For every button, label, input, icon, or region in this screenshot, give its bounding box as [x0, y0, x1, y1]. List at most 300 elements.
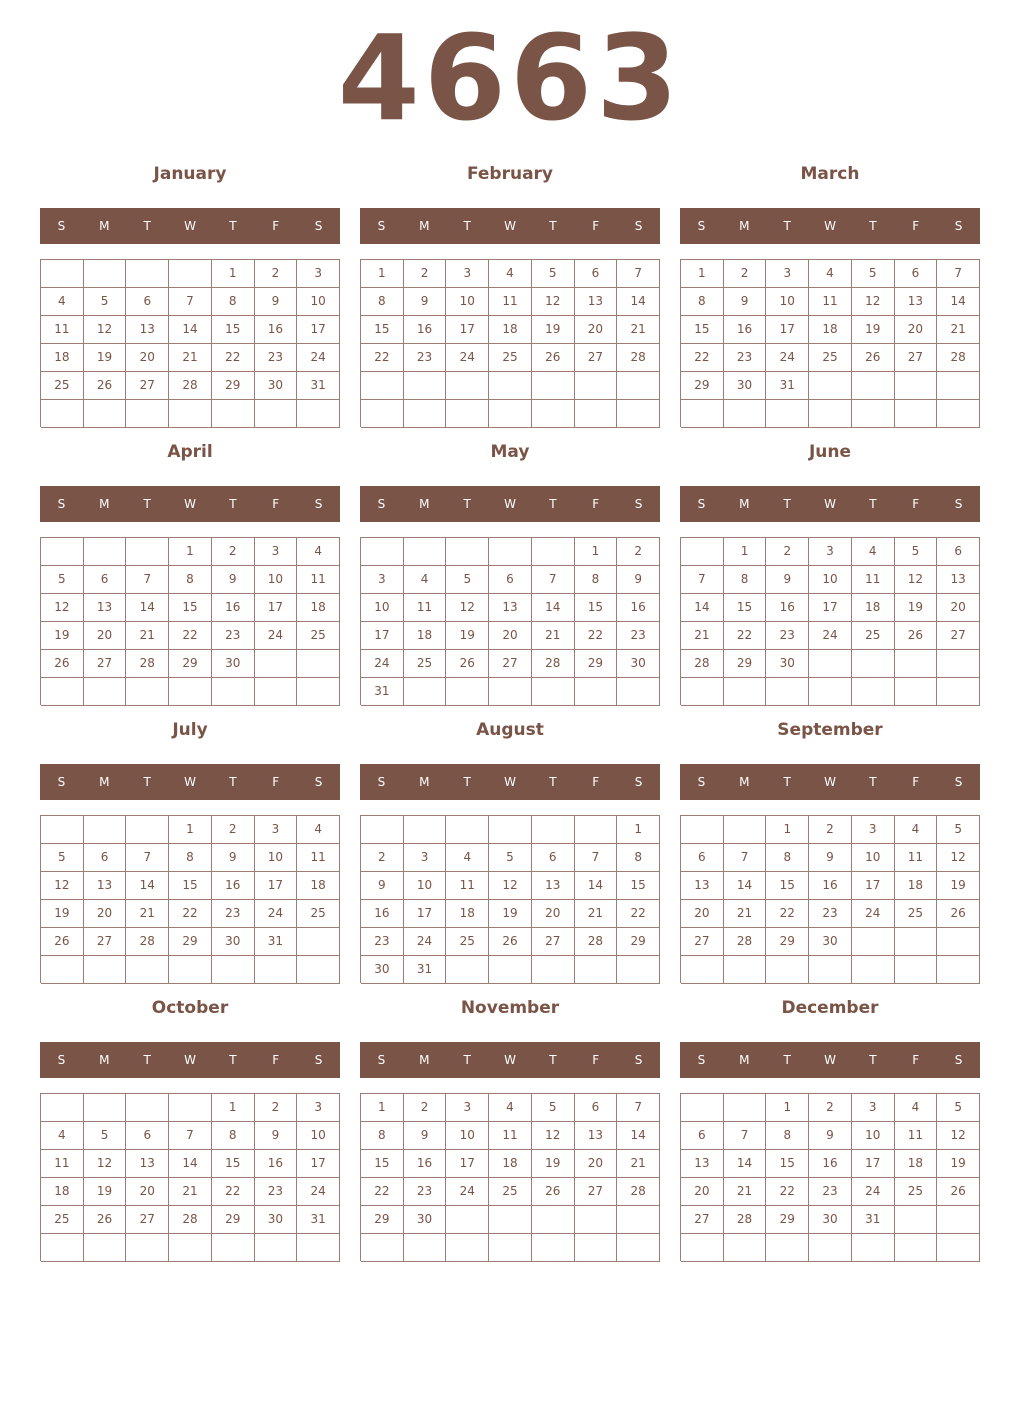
weekday-label: T [783, 219, 791, 233]
day-cell: 16 [724, 316, 767, 344]
day-cell: 9 [766, 566, 809, 594]
day-cell: 22 [212, 344, 255, 372]
day-cell: 12 [532, 1122, 575, 1150]
day-cell: 27 [681, 928, 724, 956]
empty-cell [126, 1234, 169, 1262]
day-cell: 30 [255, 1206, 298, 1234]
empty-cell [532, 538, 575, 566]
weekday-label: S [314, 219, 323, 233]
day-cell: 14 [724, 872, 767, 900]
day-cell: 1 [169, 816, 212, 844]
weekday-label: S [377, 1053, 386, 1067]
empty-cell [895, 1234, 938, 1262]
day-cell: 8 [361, 1122, 404, 1150]
day-cell: 15 [766, 872, 809, 900]
weekday-label: W [504, 775, 516, 789]
day-cell: 25 [297, 900, 340, 928]
empty-cell [852, 650, 895, 678]
day-cell: 20 [84, 900, 127, 928]
day-cell: 11 [446, 872, 489, 900]
day-cell: 31 [255, 928, 298, 956]
day-cell: 20 [575, 316, 618, 344]
day-cell: 15 [169, 872, 212, 900]
empty-cell [489, 400, 532, 428]
empty-cell [212, 400, 255, 428]
day-cell: 8 [766, 844, 809, 872]
day-cell: 30 [766, 650, 809, 678]
weekday-label: M [99, 775, 110, 789]
weekday-label: M [99, 219, 110, 233]
day-cell: 13 [895, 288, 938, 316]
day-cell: 17 [361, 622, 404, 650]
day-cell: 25 [895, 900, 938, 928]
day-cell: 18 [809, 316, 852, 344]
empty-cell [361, 816, 404, 844]
day-cell: 4 [41, 1122, 84, 1150]
day-cell: 28 [169, 372, 212, 400]
empty-cell [937, 956, 980, 984]
day-cell: 5 [532, 1094, 575, 1122]
day-cell: 5 [532, 260, 575, 288]
day-cell: 20 [126, 1178, 169, 1206]
empty-cell [84, 1234, 127, 1262]
day-cell: 4 [446, 844, 489, 872]
empty-cell [895, 1206, 938, 1234]
empty-cell [681, 1094, 724, 1122]
weekday-label: M [419, 775, 430, 789]
weekday-label: S [697, 775, 706, 789]
empty-cell [766, 400, 809, 428]
day-grid [680, 1093, 980, 1261]
day-cell: 16 [404, 316, 447, 344]
empty-cell [169, 678, 212, 706]
day-cell: 4 [489, 260, 532, 288]
day-cell: 24 [255, 622, 298, 650]
weekday-label: T [869, 219, 877, 233]
day-cell: 22 [681, 344, 724, 372]
day-cell: 29 [724, 650, 767, 678]
day-grid [680, 259, 980, 427]
weekday-label: S [954, 1053, 963, 1067]
day-cell: 1 [681, 260, 724, 288]
weekday-label: T [549, 775, 557, 789]
weekday-label: F [912, 219, 920, 233]
empty-cell [724, 678, 767, 706]
day-cell: 13 [575, 288, 618, 316]
year-title: 4663 [337, 9, 683, 147]
day-cell: 6 [84, 844, 127, 872]
empty-cell [937, 1234, 980, 1262]
day-cell: 9 [404, 1122, 447, 1150]
empty-cell [617, 1234, 660, 1262]
empty-cell [446, 956, 489, 984]
empty-cell [766, 1234, 809, 1262]
weekday-label: W [824, 219, 836, 233]
empty-cell [446, 400, 489, 428]
empty-cell [84, 260, 127, 288]
day-cell: 19 [532, 316, 575, 344]
weekday-header [680, 764, 980, 800]
empty-cell [297, 1234, 340, 1262]
weekday-label: W [184, 1053, 196, 1067]
day-cell: 27 [532, 928, 575, 956]
empty-cell [575, 1234, 618, 1262]
day-cell: 26 [84, 372, 127, 400]
day-cell: 24 [766, 344, 809, 372]
empty-cell [575, 816, 618, 844]
day-cell: 4 [809, 260, 852, 288]
weekday-label: T [549, 219, 557, 233]
day-cell: 29 [681, 372, 724, 400]
day-cell: 4 [895, 1094, 938, 1122]
weekday-label: W [504, 219, 516, 233]
day-cell: 27 [895, 344, 938, 372]
day-cell: 7 [724, 844, 767, 872]
day-cell: 29 [169, 928, 212, 956]
day-cell: 20 [681, 1178, 724, 1206]
day-grid [360, 815, 660, 983]
day-cell: 10 [446, 288, 489, 316]
day-cell: 15 [681, 316, 724, 344]
day-cell: 10 [852, 1122, 895, 1150]
empty-cell [681, 956, 724, 984]
day-cell: 26 [895, 622, 938, 650]
day-cell: 11 [895, 1122, 938, 1150]
day-cell: 30 [212, 650, 255, 678]
day-cell: 8 [724, 566, 767, 594]
day-cell: 15 [169, 594, 212, 622]
empty-cell [724, 816, 767, 844]
day-cell: 5 [937, 1094, 980, 1122]
day-cell: 12 [937, 844, 980, 872]
day-cell: 3 [852, 1094, 895, 1122]
day-cell: 19 [895, 594, 938, 622]
day-cell: 23 [255, 344, 298, 372]
empty-cell [532, 956, 575, 984]
empty-cell [809, 372, 852, 400]
day-cell: 23 [255, 1178, 298, 1206]
day-cell: 13 [84, 872, 127, 900]
empty-cell [446, 1206, 489, 1234]
day-cell: 4 [852, 538, 895, 566]
day-cell: 5 [852, 260, 895, 288]
empty-cell [489, 1206, 532, 1234]
day-cell: 11 [297, 844, 340, 872]
empty-cell [297, 956, 340, 984]
day-cell: 23 [809, 1178, 852, 1206]
day-grid [680, 815, 980, 983]
day-cell: 30 [404, 1206, 447, 1234]
empty-cell [617, 400, 660, 428]
day-cell: 5 [489, 844, 532, 872]
empty-cell [212, 1234, 255, 1262]
day-cell: 10 [766, 288, 809, 316]
day-cell: 21 [617, 316, 660, 344]
day-cell: 17 [852, 872, 895, 900]
day-cell: 20 [489, 622, 532, 650]
day-cell: 9 [212, 566, 255, 594]
empty-cell [255, 956, 298, 984]
day-cell: 12 [937, 1122, 980, 1150]
day-cell: 13 [681, 1150, 724, 1178]
empty-cell [852, 372, 895, 400]
weekday-label: T [229, 775, 237, 789]
day-cell: 2 [404, 260, 447, 288]
day-cell: 27 [126, 1206, 169, 1234]
day-cell: 7 [937, 260, 980, 288]
day-cell: 15 [361, 316, 404, 344]
day-cell: 25 [41, 1206, 84, 1234]
weekday-label: S [954, 497, 963, 511]
weekday-label: T [463, 775, 471, 789]
day-cell: 10 [255, 566, 298, 594]
weekday-label: F [592, 1053, 600, 1067]
weekday-label: M [99, 1053, 110, 1067]
weekday-label: F [272, 219, 280, 233]
day-cell: 11 [852, 566, 895, 594]
empty-cell [169, 400, 212, 428]
empty-cell [895, 928, 938, 956]
day-cell: 16 [361, 900, 404, 928]
day-cell: 7 [681, 566, 724, 594]
day-cell: 16 [255, 316, 298, 344]
day-cell: 25 [489, 1178, 532, 1206]
day-cell: 2 [255, 260, 298, 288]
day-cell: 4 [41, 288, 84, 316]
day-cell: 27 [681, 1206, 724, 1234]
day-cell: 24 [446, 1178, 489, 1206]
empty-cell [532, 400, 575, 428]
day-cell: 30 [255, 372, 298, 400]
weekday-label: W [184, 219, 196, 233]
day-cell: 8 [575, 566, 618, 594]
empty-cell [84, 400, 127, 428]
empty-cell [766, 956, 809, 984]
weekday-header [360, 486, 660, 522]
day-cell: 15 [766, 1150, 809, 1178]
day-cell: 25 [895, 1178, 938, 1206]
empty-cell [575, 400, 618, 428]
day-cell: 31 [297, 372, 340, 400]
day-cell: 8 [617, 844, 660, 872]
empty-cell [681, 538, 724, 566]
empty-cell [446, 678, 489, 706]
day-cell: 5 [84, 288, 127, 316]
empty-cell [41, 260, 84, 288]
day-cell: 1 [766, 816, 809, 844]
day-cell: 3 [766, 260, 809, 288]
day-cell: 2 [255, 1094, 298, 1122]
day-cell: 31 [766, 372, 809, 400]
day-cell: 16 [404, 1150, 447, 1178]
day-cell: 12 [41, 872, 84, 900]
day-cell: 5 [895, 538, 938, 566]
month-title: October [151, 998, 229, 1018]
day-cell: 12 [852, 288, 895, 316]
month-title: December [781, 998, 879, 1018]
empty-cell [84, 956, 127, 984]
weekday-label: T [783, 497, 791, 511]
day-cell: 7 [126, 566, 169, 594]
day-cell: 28 [532, 650, 575, 678]
weekday-label: S [954, 775, 963, 789]
day-cell: 25 [41, 372, 84, 400]
empty-cell [212, 956, 255, 984]
day-cell: 29 [575, 650, 618, 678]
day-cell: 11 [895, 844, 938, 872]
empty-cell [489, 678, 532, 706]
day-cell: 1 [361, 1094, 404, 1122]
day-cell: 18 [404, 622, 447, 650]
empty-cell [489, 372, 532, 400]
day-grid [40, 1093, 340, 1261]
empty-cell [575, 678, 618, 706]
day-cell: 17 [297, 1150, 340, 1178]
weekday-label: S [377, 775, 386, 789]
day-cell: 19 [852, 316, 895, 344]
day-cell: 21 [681, 622, 724, 650]
day-cell: 1 [212, 260, 255, 288]
day-cell: 24 [297, 1178, 340, 1206]
day-cell: 20 [681, 900, 724, 928]
day-cell: 7 [126, 844, 169, 872]
day-cell: 15 [212, 1150, 255, 1178]
weekday-label: S [377, 219, 386, 233]
day-cell: 9 [809, 1122, 852, 1150]
day-cell: 23 [212, 622, 255, 650]
day-cell: 6 [575, 260, 618, 288]
day-cell: 31 [852, 1206, 895, 1234]
day-cell: 8 [212, 288, 255, 316]
empty-cell [404, 400, 447, 428]
empty-cell [126, 538, 169, 566]
day-cell: 26 [852, 344, 895, 372]
day-cell: 28 [617, 1178, 660, 1206]
empty-cell [126, 678, 169, 706]
day-cell: 13 [575, 1122, 618, 1150]
day-cell: 17 [255, 872, 298, 900]
empty-cell [404, 538, 447, 566]
empty-cell [681, 678, 724, 706]
day-cell: 26 [84, 1206, 127, 1234]
empty-cell [852, 400, 895, 428]
empty-cell [852, 678, 895, 706]
empty-cell [404, 816, 447, 844]
day-cell: 14 [617, 288, 660, 316]
empty-cell [766, 678, 809, 706]
day-cell: 21 [724, 900, 767, 928]
day-cell: 17 [446, 1150, 489, 1178]
day-cell: 18 [489, 316, 532, 344]
day-cell: 3 [809, 538, 852, 566]
day-cell: 30 [617, 650, 660, 678]
day-cell: 28 [724, 1206, 767, 1234]
empty-cell [169, 1234, 212, 1262]
day-cell: 14 [681, 594, 724, 622]
weekday-label: S [697, 219, 706, 233]
day-cell: 3 [361, 566, 404, 594]
day-cell: 14 [617, 1122, 660, 1150]
day-cell: 12 [84, 316, 127, 344]
weekday-label: T [143, 1053, 151, 1067]
day-cell: 24 [255, 900, 298, 928]
day-cell: 8 [681, 288, 724, 316]
day-cell: 3 [404, 844, 447, 872]
day-cell: 21 [169, 344, 212, 372]
empty-cell [404, 678, 447, 706]
day-cell: 27 [84, 928, 127, 956]
weekday-label: S [697, 1053, 706, 1067]
weekday-label: T [463, 1053, 471, 1067]
weekday-label: S [314, 1053, 323, 1067]
weekday-label: S [634, 1053, 643, 1067]
day-cell: 16 [617, 594, 660, 622]
weekday-header [360, 1042, 660, 1078]
day-cell: 14 [724, 1150, 767, 1178]
empty-cell [361, 372, 404, 400]
empty-cell [489, 1234, 532, 1262]
day-cell: 21 [126, 622, 169, 650]
weekday-label: S [57, 497, 66, 511]
weekday-label: T [229, 1053, 237, 1067]
empty-cell [532, 678, 575, 706]
empty-cell [852, 928, 895, 956]
day-cell: 22 [361, 1178, 404, 1206]
day-cell: 7 [532, 566, 575, 594]
day-cell: 11 [297, 566, 340, 594]
day-cell: 4 [404, 566, 447, 594]
day-cell: 6 [126, 288, 169, 316]
day-cell: 30 [361, 956, 404, 984]
weekday-label: F [592, 497, 600, 511]
day-cell: 26 [41, 928, 84, 956]
day-cell: 23 [361, 928, 404, 956]
day-cell: 13 [937, 566, 980, 594]
day-cell: 14 [169, 1150, 212, 1178]
empty-cell [937, 400, 980, 428]
day-cell: 4 [297, 538, 340, 566]
day-grid [680, 537, 980, 705]
weekday-label: W [504, 497, 516, 511]
day-cell: 13 [84, 594, 127, 622]
day-cell: 24 [852, 900, 895, 928]
weekday-label: T [783, 1053, 791, 1067]
day-cell: 6 [489, 566, 532, 594]
day-cell: 30 [809, 1206, 852, 1234]
day-cell: 27 [84, 650, 127, 678]
day-cell: 24 [852, 1178, 895, 1206]
weekday-label: T [143, 775, 151, 789]
empty-cell [126, 816, 169, 844]
empty-cell [724, 1094, 767, 1122]
weekday-label: T [463, 219, 471, 233]
day-cell: 5 [937, 816, 980, 844]
empty-cell [681, 400, 724, 428]
empty-cell [297, 400, 340, 428]
weekday-label: W [184, 775, 196, 789]
day-cell: 27 [489, 650, 532, 678]
day-cell: 25 [489, 344, 532, 372]
empty-cell [169, 260, 212, 288]
weekday-label: S [634, 497, 643, 511]
weekday-label: W [824, 497, 836, 511]
day-cell: 28 [575, 928, 618, 956]
day-cell: 12 [895, 566, 938, 594]
weekday-label: M [739, 775, 750, 789]
month-title: August [476, 720, 544, 740]
day-cell: 17 [809, 594, 852, 622]
day-cell: 10 [404, 872, 447, 900]
